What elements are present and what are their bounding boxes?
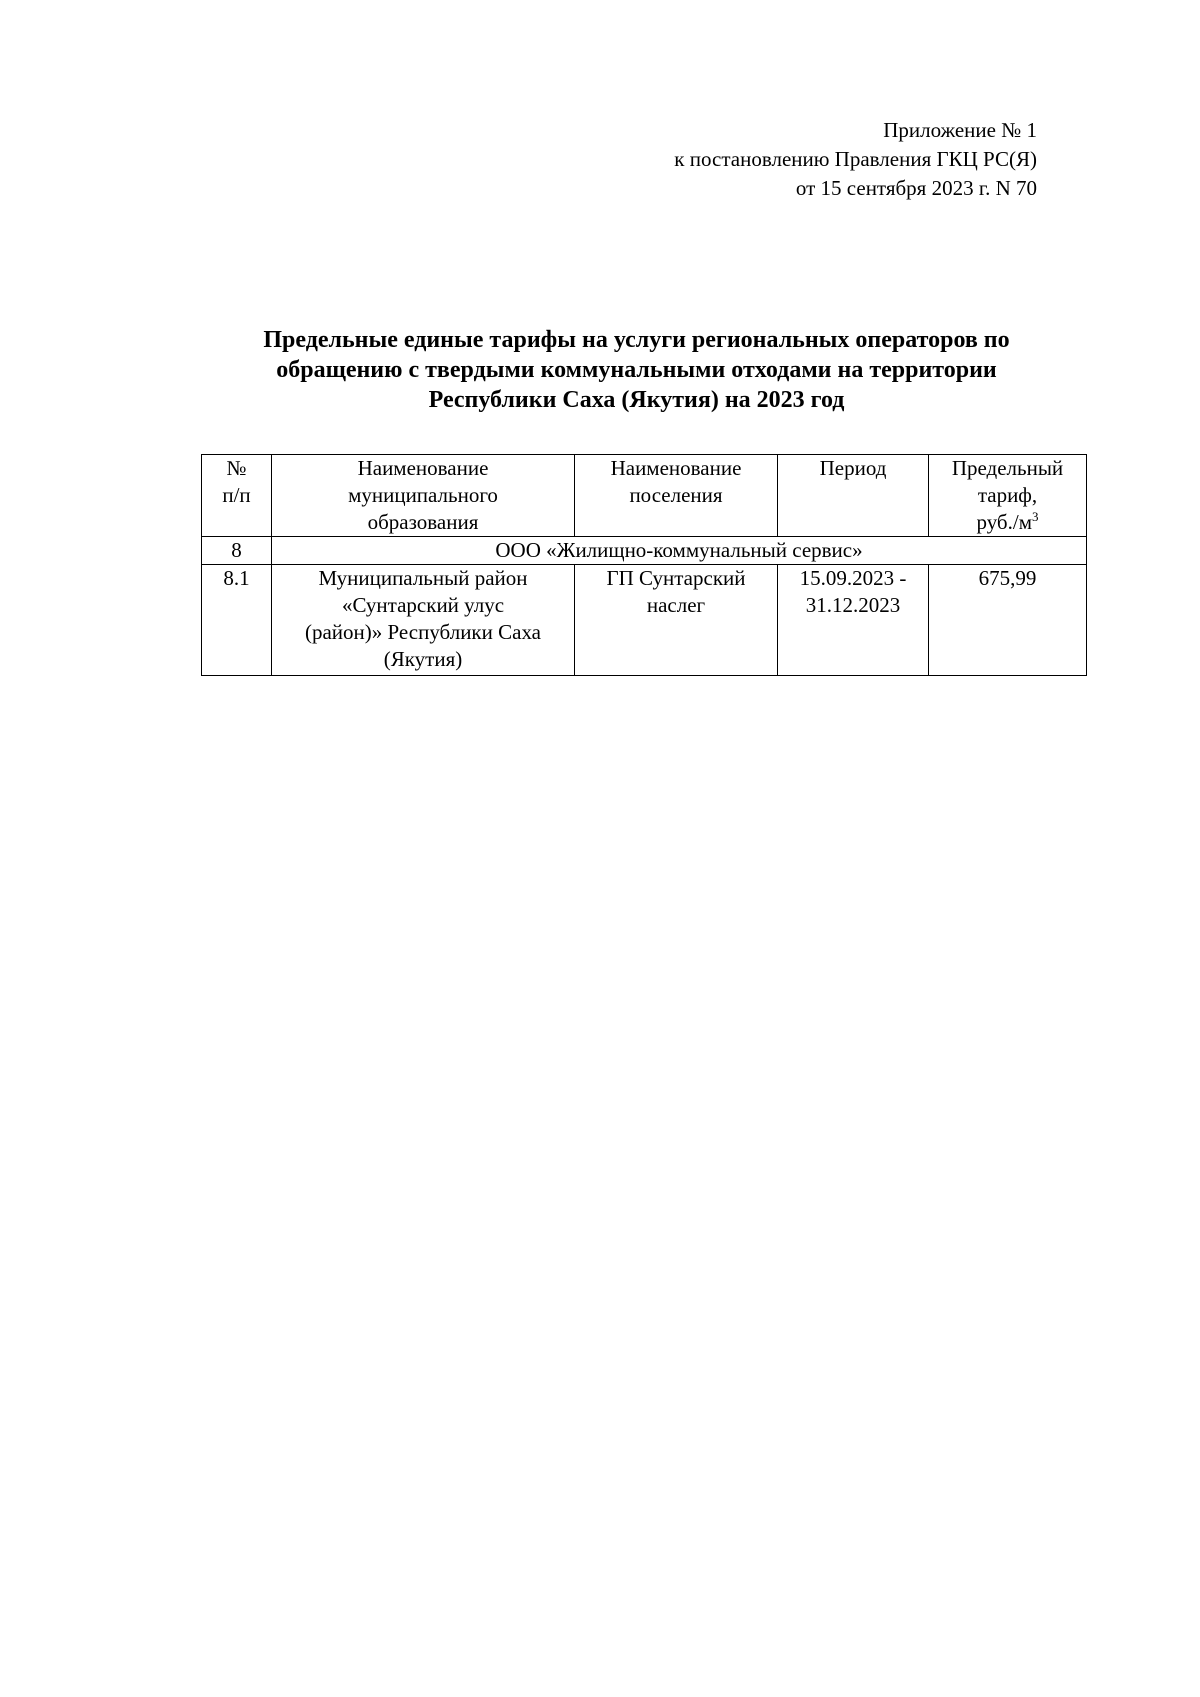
header-text: поселения xyxy=(629,483,723,507)
header-text: п/п xyxy=(222,483,251,507)
cell-text: Муниципальный район xyxy=(318,566,528,590)
header-municipality xyxy=(272,455,575,537)
title-line: обращению с твердыми коммунальными отходами на территории xyxy=(276,357,997,383)
title-line: Предельные единые тарифы на услуги региональных операторов по xyxy=(263,327,1010,353)
header-num xyxy=(202,455,272,537)
table-row xyxy=(202,565,1087,676)
header-text: № xyxy=(226,456,247,480)
document-title xyxy=(180,325,1093,415)
tariff-table xyxy=(201,454,1087,676)
cell-text: 31.12.2023 xyxy=(805,593,901,617)
cell-text: 15.09.2023 - xyxy=(799,566,907,590)
header-text: муниципального xyxy=(348,483,498,507)
header-tariff xyxy=(929,455,1087,537)
header-text: тариф, xyxy=(977,483,1038,507)
title-line: Республики Саха (Якутия) на 2023 год xyxy=(428,387,845,413)
header-text: Предельный xyxy=(951,456,1064,480)
row-period xyxy=(778,565,929,676)
header-text: Наименование xyxy=(610,456,742,480)
header-settlement xyxy=(575,455,778,537)
cell-text: ГП Сунтарский xyxy=(606,566,746,590)
row-tariff: 675,99 xyxy=(929,565,1087,676)
cell-text: (Якутия) xyxy=(383,647,463,671)
group-row xyxy=(202,537,1087,565)
group-operator-name: ООО «Жилищно-коммунальный сервис» xyxy=(272,537,1087,565)
cell-text: (район)» Республики Саха xyxy=(304,620,541,644)
unit-exponent: 3 xyxy=(1032,509,1039,524)
appendix-date: от 15 сентября 2023 г. N 70 xyxy=(795,176,1037,200)
header-text: образования xyxy=(367,510,479,534)
row-num: 8.1 xyxy=(202,565,272,676)
cell-text: «Сунтарский улус xyxy=(341,593,505,617)
header-text: Период xyxy=(819,456,887,480)
header-text: Наименование xyxy=(357,456,489,480)
appendix-number: Приложение № 1 xyxy=(883,118,1037,142)
header-unit xyxy=(933,509,1082,536)
group-num: 8 xyxy=(202,537,272,565)
header-period xyxy=(778,455,929,537)
row-municipality xyxy=(272,565,575,676)
table-header-row xyxy=(202,455,1087,537)
unit-text: руб./м xyxy=(976,510,1032,534)
row-settlement xyxy=(575,565,778,676)
appendix-header xyxy=(674,116,1037,203)
appendix-resolution: к постановлению Правления ГКЦ РС(Я) xyxy=(674,147,1037,171)
cell-text: наслег xyxy=(646,593,706,617)
